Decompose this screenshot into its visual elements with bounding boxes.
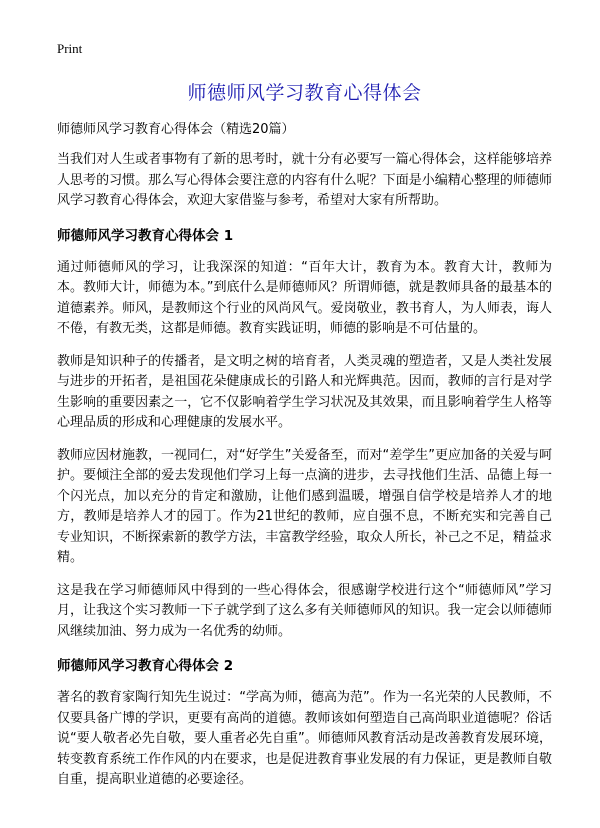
section-heading-1: 师德师风学习教育心得体会 1 [57,227,234,244]
print-link[interactable]: Print [57,41,83,56]
section-1-paragraph-1: 通过师德师风的学习，让我深深的知道：“百年大计，教育为本。教育大计，教师为本。教师大计，师德为本。”到底什么是师德师风？所谓师德，就是教师具备的最基本的道德素养。师风，是教师这个行业的风尚风气。爱岗敬业，教书育人，为人师表，诲人不倦，有教无类，这都是师德。教育实践证明，师德的影响是不可估量的。 [57,259,552,336]
document-subtitle: 师德师风学习教育心得体会（精选20篇） [57,122,295,137]
section-1-paragraph-3: 教师应因材施教，一视同仁，对“好学生”关爱备至，而对“差学生”更应加备的关爱与呵护。要倾注全部的爱去发现他们学习上每一点滴的进步，去寻找他们生活、品德上每一个闪光点，加以充分的肯定和激励，让他们感到温暖，增强自信学校是培养人才的地方，教师是培养人才的园丁。作为21世纪的教师，应自强不息，不断充实和完善自己专业知识，不断探索新的教学方法，丰富教学经验，取众人所长，补己之不足，精益求精。 [57,447,552,565]
section-1-paragraph-4: 这是我在学习师德师风中得到的一些心得体会，很感谢学校进行这个“师德师风”学习月，让我这个实习教师一下子就学到了这么多有关师德师风的知识。我一定会以师德师风继续加油、努力成为一名优秀的幼师。 [57,582,552,639]
section-1-paragraph-2: 教师是知识种子的传播者，是文明之树的培育者，人类灵魂的塑造者，又是人类社发展与进步的开拓者，是祖国花朵健康成长的引路人和光辉典范。因而，教师的言行是对学生影响的重要因素之一，它不仅影响着学生学习状况及其效果，而且影响着学生人格等心理品质的形成和心理健康的发展水平。 [57,353,552,430]
section-2-paragraph-1: 著名的教育家陶行知先生说过：“学高为师，德高为范”。作为一名光荣的人民教师，不仅要具备广博的学识，更要有高尚的道德。教师该如何塑造自己高尚职业道德呢？俗话说“要人敬者必先自敬，要人重者必先自重”。师德师风教育活动是改善教育发展环境，转变教育系统工作作风的内在要求，也是促进教育事业发展的有力保证，更是教师自敬自重，提高职业道德的必要途径。 [57,690,552,787]
intro-paragraph: 当我们对人生或者事物有了新的思考时，就十分有必要写一篇心得体会，这样能够培养人思考的习惯。那么写心得体会要注意的内容有什么呢？下面是小编精心整理的师德师风学习教育心得体会，欢迎大家借鉴与参考，希望对大家有所帮助。 [57,152,552,208]
page-title: 师德师风学习教育心得体会 [187,82,422,104]
section-heading-2: 师德师风学习教育心得体会 2 [57,658,234,674]
